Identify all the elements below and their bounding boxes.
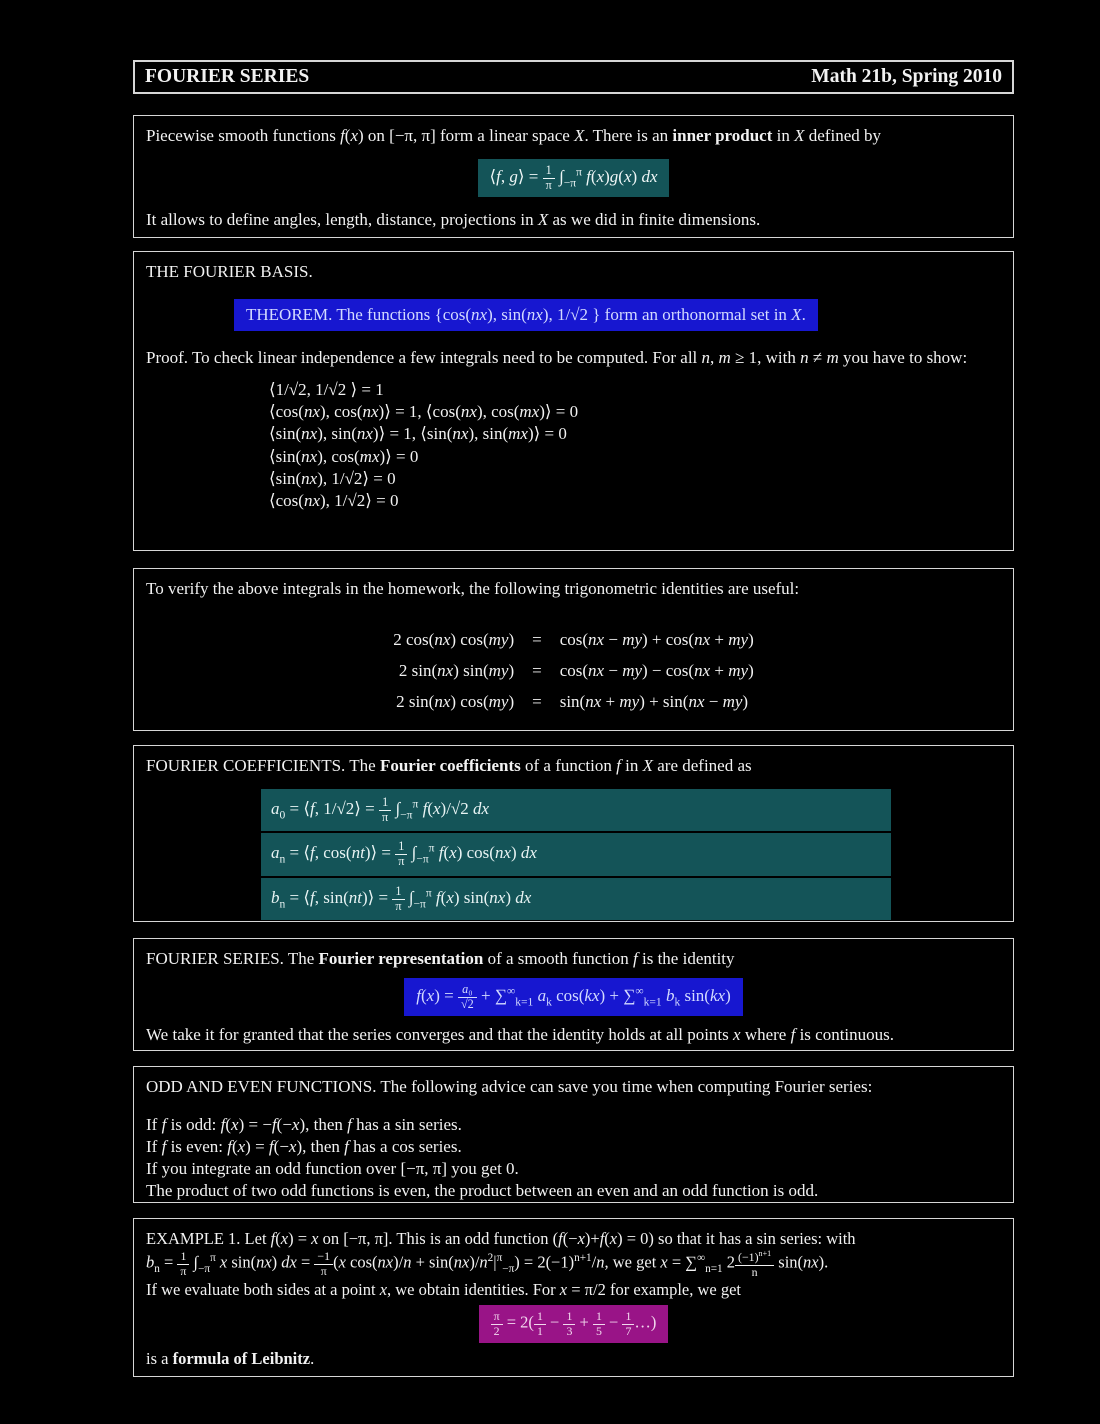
intro-text-2: It allows to define angles, length, distance, projections in X as we did in finite dimensions.	[146, 210, 761, 230]
odd-even-heading: ODD AND EVEN FUNCTIONS. The following advice can save you time when computing Fourier series:	[146, 1077, 873, 1096]
orthogonality-equation: ⟨1/√2, 1/√2 ⟩ = 1	[269, 380, 384, 400]
theorem-banner: THEOREM. The functions {cos(nx), sin(nx), 1/√2 } form an orthonormal set in X.	[234, 299, 818, 331]
page-title: FOURIER SERIES	[145, 66, 310, 87]
trig-identities-section	[133, 568, 1014, 731]
identity-equals: =	[532, 630, 542, 650]
coefficient-an-formula: $a_n$ = ⟨f, cos(nt)⟩ = $\frac{1}{\pi}$ $\int_{-\pi}^\pi$ f(x) cos(nx) dx	[261, 833, 891, 875]
odd-even-rule: The product of two odd functions is even, the product between an even and an odd function is odd.	[146, 1181, 819, 1201]
coefficient-bn-formula: $b_n$ = ⟨f, sin(nt)⟩ = $\frac{1}{\pi}$ $\int_{-\pi}^\pi$ f(x) sin(nx) dx	[261, 878, 891, 920]
coefficients-heading: FOURIER COEFFICIENTS. The Fourier coefficients of a function f in X are defined as	[146, 756, 752, 775]
odd-even-rule: If f is odd: f(x) = −f(−x), then f has a sin series.	[146, 1115, 462, 1135]
example-computation: $b_n$ = $\frac{1}{\pi}$ $\int_{-\pi}^\pi$ x sin(nx) dx = $\frac{-1}{\pi}$ (x $\cos(nx)/n + \sin(nx)/n^2|^\pi_{-\pi}) = 2(-1)^{n+1}/n$, we get $x = \sum^\infty_{n=1}$ 2 $\frac{(-1)^{n+1}}{n}$ sin(nx).	[146, 1249, 829, 1279]
fourier-series-formula: f(x) = $\frac{\text{a₀}}{√2}$ + $\sum^\infty_{k=1}$ $a_k$ $\cos(kx) + \sum^\infty_{k=1}$ $b_k$ sin(kx)	[404, 978, 742, 1016]
leibnitz-caption: is a formula of Leibnitz.	[146, 1349, 315, 1369]
identity-equals: =	[532, 692, 542, 712]
fourier-basis-heading: THE FOURIER BASIS.	[146, 262, 313, 281]
identity-rhs: cos(nx − my) + cos(nx + my)	[559, 630, 754, 650]
inner-product-formula: ⟨f, g⟩ = $\frac{1}{\pi}$ $\int_{-\pi}^\pi$ f(x)g(x) dx	[478, 159, 670, 197]
example-section	[133, 1218, 1014, 1377]
example-text-2: If we evaluate both sides at a point x, we obtain identities. For x = π/2 for example, we get	[146, 1279, 741, 1299]
identity-rhs: sin(nx + my) + sin(nx − my)	[559, 692, 749, 712]
identity-lhs: 2 sin(nx) cos(my)	[396, 692, 515, 712]
identity-lhs: 2 sin(nx) sin(my)	[398, 661, 515, 681]
course-label: Math 21b, Spring 2010	[811, 66, 1002, 87]
identity-rhs: cos(nx − my) − cos(nx + my)	[559, 661, 754, 681]
fourier-coefficients-section	[133, 745, 1014, 922]
fourier-series-section	[133, 938, 1014, 1051]
proof-text: Proof. To check linear independence a few integrals need to be computed. For all n, m ≥ 1, with n ≠ m you have to show:	[146, 348, 968, 368]
orthogonality-equation: ⟨sin(nx), sin(nx)⟩ = 1, ⟨sin(nx), sin(mx)⟩ = 0	[269, 424, 567, 444]
identity-lhs: 2 cos(nx) cos(my)	[393, 630, 515, 650]
leibnitz-formula: $\frac{\pi}{2}$ = 2( $\frac{1}{1}$ − $\frac{1}{3}$ + $\frac{1}{5}$ − $\frac{1}{7}$ …)	[479, 1305, 669, 1343]
inner-product-section	[133, 115, 1014, 238]
odd-even-section	[133, 1066, 1014, 1203]
coefficient-a0-formula: $a_0$ = ⟨f, 1/√2⟩ = $\frac{1}{\pi}$ $\int_{-\pi}^\pi$ f(x)/√2 dx	[261, 789, 891, 831]
fourier-basis-section	[133, 251, 1014, 551]
orthogonality-equation: ⟨sin(nx), 1/√2⟩ = 0	[269, 468, 396, 488]
orthogonality-equation: ⟨cos(nx), cos(nx)⟩ = 1, ⟨cos(nx), cos(mx)⟩ = 0	[269, 402, 579, 422]
trig-identity-table	[146, 630, 1001, 712]
orthogonality-equations	[269, 379, 1001, 512]
identity-equals: =	[532, 661, 542, 681]
header-box	[133, 60, 1014, 94]
odd-even-rule: If you integrate an odd function over [−π, π] you get 0.	[146, 1159, 519, 1179]
orthogonality-equation: ⟨sin(nx), cos(mx)⟩ = 0	[269, 446, 419, 466]
intro-text-1: Piecewise smooth functions f(x) on [−π, π] form a linear space X. There is an inner product in X defined by	[146, 126, 881, 145]
orthogonality-equation: ⟨cos(nx), 1/√2⟩ = 0	[269, 490, 399, 510]
series-note: We take it for granted that the series converges and that the identity holds at all points x where f is continuous.	[146, 1025, 895, 1045]
example-text-1: EXAMPLE 1. Let f(x) = x on [−π, π]. This is an odd function (f(−x)+f(x) = 0) so that it has a sin series: with	[146, 1229, 856, 1248]
trig-intro: To verify the above integrals in the homework, the following trigonometric identities are useful:	[146, 579, 800, 598]
odd-even-rule: If f is even: f(x) = f(−x), then f has a cos series.	[146, 1137, 462, 1157]
series-heading: FOURIER SERIES. The Fourier representation of a smooth function f is the identity	[146, 949, 735, 968]
